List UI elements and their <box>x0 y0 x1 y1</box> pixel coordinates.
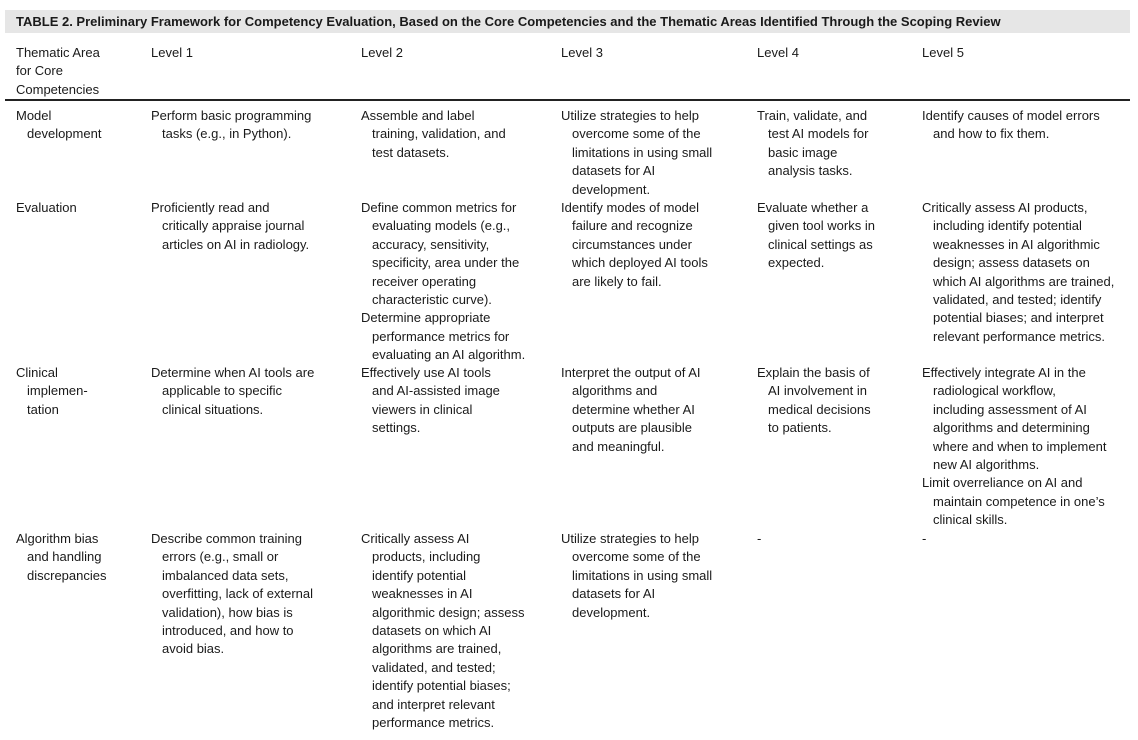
cell-level-4 <box>757 364 871 438</box>
cell-level-5 <box>922 530 926 548</box>
cell-text-line: introduced, and how to <box>162 623 294 639</box>
cell-text-line: Interpret the output of AI <box>561 365 701 380</box>
cell-text-line: given tool works in <box>768 218 875 234</box>
cell-text-line: Thematic Area <box>16 45 100 60</box>
cell-level-5 <box>922 364 1106 530</box>
cell-text-line: Evaluation <box>16 200 77 215</box>
cell-text-line: discrepancies <box>27 567 107 583</box>
cell-text-line: Determine appropriate <box>361 310 491 326</box>
cell-text-line: Limit overreliance on AI and <box>922 475 1083 491</box>
cell-text-line: specificity, area under the <box>372 255 520 271</box>
cell-text-line: and meaningful. <box>572 438 665 454</box>
cell-text-line: clinical settings as <box>768 236 873 252</box>
cell-text-line: Model <box>16 108 52 123</box>
cell-text-line: training, validation, and <box>372 126 506 142</box>
cell-text-line: Perform basic programming <box>151 108 312 123</box>
cell-text-line: Evaluate whether a <box>757 200 869 215</box>
cell-level-3 <box>561 530 712 622</box>
cell-text-line: characteristic curve). <box>372 292 492 308</box>
cell-text-line: Identify modes of model <box>561 200 700 215</box>
cell-text-line: performance metrics. <box>372 715 495 731</box>
cell-text-line: Describe common training <box>151 531 303 546</box>
cell-text-line: limitations in using small <box>572 144 713 160</box>
cell-text-line: relevant performance metrics. <box>933 328 1105 344</box>
cell-text-line: validated, and tested; identify <box>933 292 1102 308</box>
cell-text-line: errors (e.g., small or <box>162 549 279 565</box>
cell-text-line: datasets on which AI <box>372 623 492 639</box>
cell-text-line: weaknesses in AI <box>372 586 473 602</box>
cell-text-line: which AI algorithms are trained, <box>933 273 1115 289</box>
cell-level-1 <box>151 364 314 419</box>
cell-thematic-area <box>16 199 77 217</box>
cell-text-line: Level 3 <box>561 45 603 60</box>
cell-level-1 <box>151 199 309 254</box>
cell-text-line: Effectively integrate AI in the <box>922 365 1086 380</box>
cell-text-line: where and when to implement <box>933 438 1107 454</box>
cell-level-2 <box>361 364 500 438</box>
cell-text-line: Effectively use AI tools <box>361 365 491 380</box>
cell-text-line: development. <box>572 604 651 620</box>
cell-text-line: and AI-assisted image <box>372 383 500 399</box>
cell-text-line: accuracy, sensitivity, <box>372 236 490 252</box>
cell-level-3 <box>561 199 708 291</box>
cell-text-line: Critically assess AI products, <box>922 200 1088 215</box>
cell-text-line: Assemble and label <box>361 108 475 123</box>
cell-text-line: viewers in clinical <box>372 401 473 417</box>
cell-text-line: Level 4 <box>757 45 799 60</box>
cell-text-line: including identify potential <box>933 218 1082 234</box>
cell-text-line: and how to fix them. <box>933 126 1050 142</box>
cell-text-line: Algorithm bias <box>16 531 99 546</box>
cell-level-2 <box>361 107 506 162</box>
cell-text-line: datasets for AI <box>572 163 656 179</box>
cell-text-line: Determine when AI tools are <box>151 365 315 380</box>
cell-text-line: for Core <box>16 63 63 79</box>
cell-text-line: Critically assess AI <box>361 531 470 546</box>
cell-level-3 <box>561 364 700 456</box>
cell-text-line: algorithms and <box>572 383 658 399</box>
cell-text-line: outputs are plausible <box>572 420 692 436</box>
cell-text-line: evaluating an AI algorithm. <box>372 347 526 363</box>
cell-text-line: potential biases; and interpret <box>933 310 1104 326</box>
cell-text-line: and interpret relevant <box>372 696 495 712</box>
cell-level-5 <box>922 107 1100 144</box>
cell-text-line: are likely to fail. <box>572 273 662 289</box>
header-level-2 <box>361 44 403 62</box>
cell-level-4 <box>757 107 868 181</box>
cell-text-line: implemen- <box>27 383 88 399</box>
cell-level-4 <box>757 530 761 548</box>
cell-text-line: identify potential <box>372 567 466 583</box>
cell-thematic-area <box>16 530 107 585</box>
cell-text-line: critically appraise journal <box>162 218 305 234</box>
cell-text-line: evaluating models (e.g., <box>372 218 511 234</box>
cell-text-line: articles on AI in radiology. <box>162 236 310 252</box>
cell-text-line: Proficiently read and <box>151 200 270 215</box>
cell-text-line: overcome some of the <box>572 126 701 142</box>
cell-text-line: failure and recognize <box>572 218 693 234</box>
cell-text-line: identify potential biases; <box>372 678 511 694</box>
cell-text-line: design; assess datasets on <box>933 255 1090 271</box>
cell-text-line: medical decisions <box>768 401 871 417</box>
cell-text-line: Level 1 <box>151 45 193 60</box>
header-level-1 <box>151 44 193 62</box>
cell-text-line: Clinical <box>16 365 58 380</box>
cell-text-line: - <box>922 531 927 546</box>
cell-text-line: basic image <box>768 144 838 160</box>
cell-text-line: imbalanced data sets, <box>162 567 289 583</box>
cell-level-2 <box>361 199 525 365</box>
cell-text-line: products, including <box>372 549 481 565</box>
cell-level-3 <box>561 107 712 199</box>
cell-text-line: overcome some of the <box>572 549 701 565</box>
header-level-4 <box>757 44 799 62</box>
cell-thematic-area <box>16 107 101 144</box>
cell-text-line: radiological workflow, <box>933 383 1056 399</box>
cell-text-line: algorithmic design; assess <box>372 604 525 620</box>
header-level-3 <box>561 44 603 62</box>
cell-text-line: Level 5 <box>922 45 964 60</box>
cell-text-line: analysis tasks. <box>768 163 853 179</box>
cell-text-line: validated, and tested; <box>372 659 496 675</box>
cell-text-line: Define common metrics for <box>361 200 517 215</box>
table-title: TABLE 2. Preliminary Framework for Competency Evaluation, Based on the Core Competencies and the Thematic Areas Identified Through the Scoping Review <box>16 14 1001 29</box>
cell-text-line: development. <box>572 181 651 197</box>
header-level-5 <box>922 44 964 62</box>
cell-text-line: AI involvement in <box>768 383 867 399</box>
cell-text-line: Identify causes of model errors <box>922 108 1100 123</box>
cell-text-line: determine whether AI <box>572 401 695 417</box>
cell-text-line: tation <box>27 401 59 417</box>
cell-text-line: clinical skills. <box>933 512 1008 528</box>
cell-text-line: overfitting, lack of external <box>162 586 314 602</box>
cell-text-line: expected. <box>768 255 825 271</box>
cell-text-line: settings. <box>372 420 421 436</box>
cell-text-line: development <box>27 126 102 142</box>
cell-text-line: - <box>757 531 762 546</box>
cell-text-line: Explain the basis of <box>757 365 870 380</box>
cell-thematic-area <box>16 364 88 419</box>
cell-text-line: avoid bias. <box>162 641 225 657</box>
cell-text-line: new AI algorithms. <box>933 457 1040 473</box>
cell-text-line: weaknesses in AI algorithmic <box>933 236 1100 252</box>
cell-text-line: Competencies <box>16 81 100 97</box>
cell-text-line: including assessment of AI <box>933 401 1087 417</box>
cell-text-line: performance metrics for <box>372 328 510 344</box>
cell-text-line: datasets for AI <box>572 586 656 602</box>
cell-text-line: receiver operating <box>372 273 477 289</box>
cell-text-line: which deployed AI tools <box>572 255 708 271</box>
cell-text-line: maintain competence in one’s <box>933 493 1105 509</box>
cell-text-line: Train, validate, and <box>757 108 868 123</box>
cell-text-line: test datasets. <box>372 144 450 160</box>
cell-text-line: Utilize strategies to help <box>561 531 700 546</box>
cell-text-line: algorithms are trained, <box>372 641 502 657</box>
cell-text-line: to patients. <box>768 420 832 436</box>
cell-text-line: limitations in using small <box>572 567 713 583</box>
cell-level-5 <box>922 199 1114 346</box>
header-divider <box>5 99 1130 101</box>
cell-level-2 <box>361 530 524 732</box>
cell-text-line: circumstances under <box>572 236 692 252</box>
cell-level-4 <box>757 199 875 273</box>
cell-text-line: Level 2 <box>361 45 403 60</box>
cell-text-line: Utilize strategies to help <box>561 108 700 123</box>
cell-text-line: applicable to specific <box>162 383 282 399</box>
cell-text-line: test AI models for <box>768 126 869 142</box>
cell-text-line: and handling <box>27 549 102 565</box>
cell-level-1 <box>151 530 313 659</box>
cell-level-1 <box>151 107 311 144</box>
cell-text-line: algorithms and determining <box>933 420 1090 436</box>
header-thematic-area <box>16 44 100 99</box>
cell-text-line: validation), how bias is <box>162 604 293 620</box>
cell-text-line: clinical situations. <box>162 401 264 417</box>
cell-text-line: tasks (e.g., in Python). <box>162 126 292 142</box>
